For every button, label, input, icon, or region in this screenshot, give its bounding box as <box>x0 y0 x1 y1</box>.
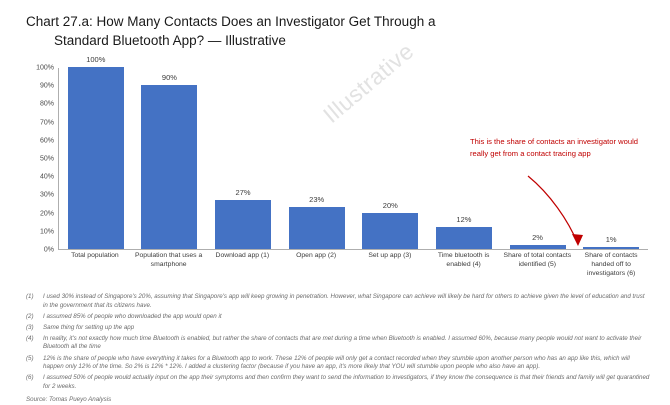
footnote-text: I used 30% instead of Singapore's 20%, assuming that Singapore's app will keep growing in penetration. However, what Singapore can achieve will likely be hard for others to achieve given the level of education and trust in the government that its citizens have. <box>43 293 645 309</box>
footnote-number: (5) <box>26 354 34 362</box>
y-axis-tick: 80% <box>39 100 54 108</box>
bar[interactable] <box>289 195 345 249</box>
bar[interactable] <box>141 73 197 249</box>
source-note: Source: Tomas Pueyo Analysis <box>26 396 112 404</box>
x-axis-labels <box>58 250 648 277</box>
footnote <box>26 335 650 352</box>
y-axis-tick: 30% <box>39 191 54 199</box>
x-axis-tick-label: Download app (1) <box>215 252 270 259</box>
bar-cell <box>206 68 280 249</box>
x-axis-tick-label: Share of contacts handed off to investigators (6) <box>584 252 638 277</box>
page-title <box>26 12 626 50</box>
footnote-number: (6) <box>26 374 34 382</box>
y-axis-tick: 40% <box>39 173 54 181</box>
page-title-line1: Chart 27.a: How Many Contacts Does an Investigator Get Through a <box>26 14 436 29</box>
bar-value-label: 100% <box>86 55 106 64</box>
footnote-text: I assumed 85% of people who downloaded the app would open it <box>43 312 222 320</box>
footnote <box>26 355 650 372</box>
footnote-text: Same thing for setting up the app <box>43 323 135 331</box>
x-axis-tick-label: Time bluetooth is enabled (4) <box>437 252 490 268</box>
footnote-number: (4) <box>26 334 34 342</box>
bar-value-label: 90% <box>161 73 177 83</box>
footnote-text: I assumed 50% of people would actually input on the app their symptoms and then confirm they want to send the information to investigators, if they know the consequence is that their friends and family will get quarantined for 2 weeks. <box>43 374 650 390</box>
watermark-text: Illustrative <box>318 37 419 128</box>
bar[interactable] <box>436 215 492 249</box>
y-axis-tick: 100% <box>36 64 54 72</box>
footnote-number: (1) <box>26 293 34 300</box>
footnote-text: 12% is the share of people who have everything it takes for a Bluetooth app to work. These 12% of people will only get a contact recorded when they stumble upon another person who has an app like this, which will happen only 12% of the time. So 2% is 12% * 12%. I added a clustering factor (because if you have an app, it's more likely that YOU will stumble upon people who also have an app). <box>43 354 630 371</box>
bar-value-label: 2% <box>532 233 543 243</box>
footnote-number: (2) <box>26 312 34 320</box>
bar[interactable] <box>215 187 271 249</box>
bar-value-label: 27% <box>235 187 251 197</box>
bar-cell <box>59 55 133 249</box>
y-axis-tick: 60% <box>39 137 54 145</box>
x-axis-tick-label: Population that uses a smartphone <box>134 252 203 268</box>
x-axis-tick-label: Total population <box>71 252 119 259</box>
footnotes <box>26 293 650 405</box>
y-axis-tick: 70% <box>39 119 54 127</box>
x-axis-tick-label: Share of total contacts identified (5) <box>503 252 572 268</box>
bar[interactable] <box>68 55 124 249</box>
y-axis-tick: 10% <box>39 228 54 236</box>
footnote-number: (3) <box>26 323 34 331</box>
annotation-arrow-icon <box>520 172 630 252</box>
bar-value-label: 12% <box>456 215 472 225</box>
bar[interactable] <box>362 200 418 249</box>
footnote-text: In reality, it's not exactly how much time Bluetooth is enabled, but rather the share of contacts that are met during a time when Bluetooth is enabled. I assumed 60%, because many people would not want to activate their Bluetooth all the time <box>43 334 642 351</box>
x-axis-tick-label: Open app (2) <box>296 252 337 259</box>
page-title-line2: Standard Bluetooth App? — Illustrative <box>54 33 286 48</box>
x-axis-tick-label: Set up app (3) <box>368 252 412 259</box>
y-axis-tick: 20% <box>39 210 54 218</box>
y-axis-tick: 0% <box>43 246 54 254</box>
y-axis-tick: 90% <box>39 82 54 90</box>
bar-cell <box>133 68 207 249</box>
footnote <box>26 374 650 391</box>
bar-value-label: 23% <box>309 195 325 205</box>
bar-value-label: 20% <box>382 200 398 210</box>
y-axis-tick: 50% <box>39 155 54 163</box>
footnote <box>26 293 650 310</box>
footnote <box>26 324 650 333</box>
annotation-text: This is the share of contacts an investigator would really get from a contact tracing app <box>470 137 638 158</box>
bar-value-label: 1% <box>605 235 617 245</box>
footnote <box>26 313 650 322</box>
